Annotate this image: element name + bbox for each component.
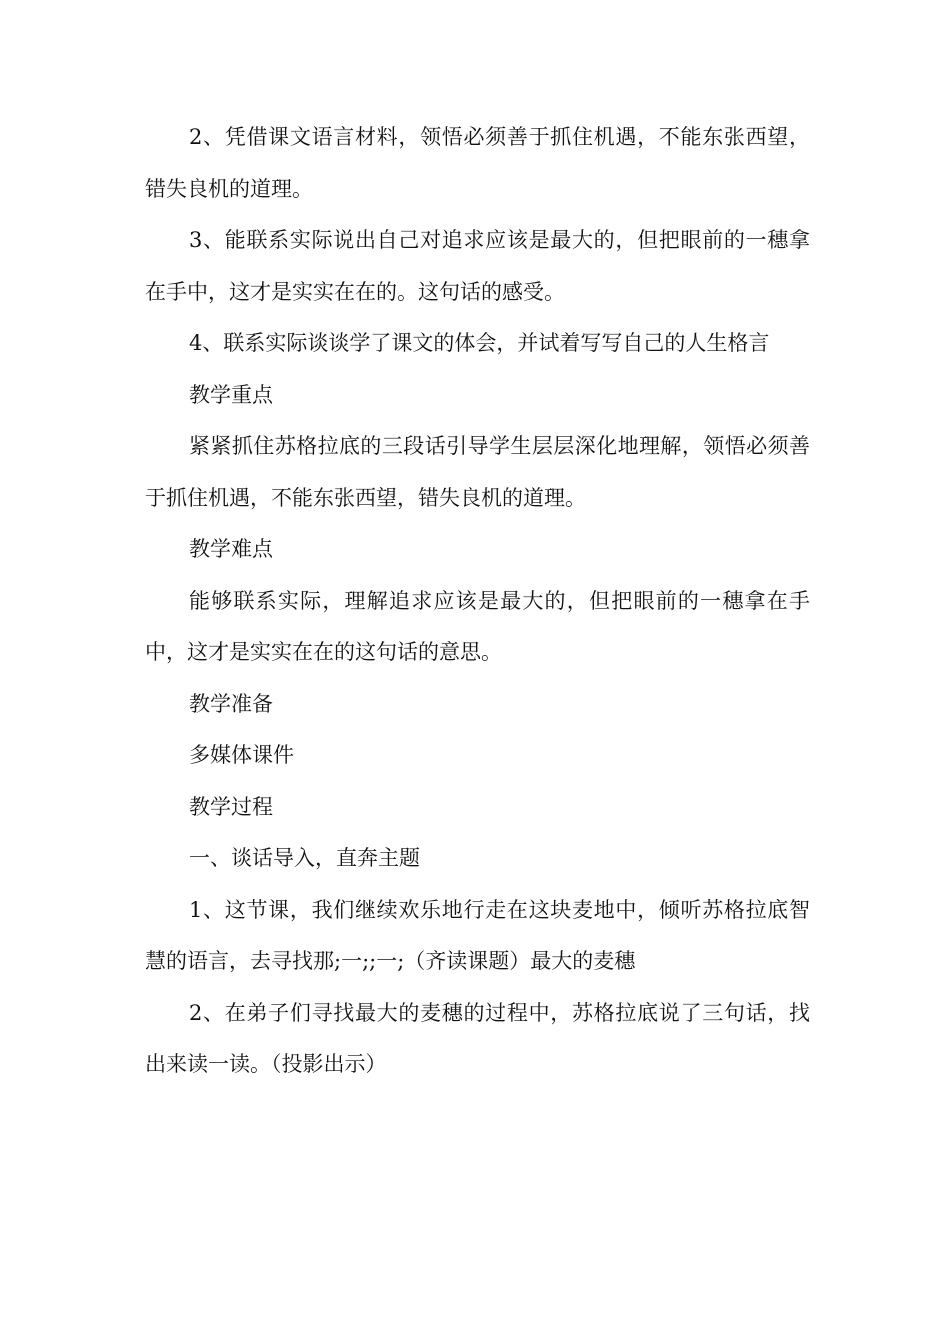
heading-preparation: 教学准备 — [189, 691, 273, 716]
objective-4: 4、联系实际谈谈学了课文的体会，并试着写写自己的人生格言 — [189, 331, 770, 355]
process-step-2: 2、在弟子们寻找最大的麦穗的过程中，苏格拉底说了三句话，找出来读一读。（投影出示） — [145, 1000, 810, 1076]
key-points-text: 紧紧抓住苏格拉底的三段话引导学生层层深化地理解，领悟必须善于抓住机遇，不能东张西望，错失良机的道理。 — [145, 434, 810, 510]
heading-process: 教学过程 — [189, 794, 273, 819]
process-section-1: 一、谈话导入，直奔主题 — [189, 846, 420, 870]
heading-difficulties: 教学难点 — [189, 537, 273, 561]
objective-2: 2、凭借课文语言材料，领悟必须善于抓住机遇，不能东张西望，错失良机的道理。 — [145, 125, 810, 201]
heading-key-points: 教学重点 — [189, 382, 273, 407]
objective-3: 3、能联系实际说出自己对追求应该是最大的，但把眼前的一穗拿在手中，这才是实实在在的。这句话的感受。 — [145, 228, 810, 304]
document-body — [145, 112, 810, 1091]
difficulties-text: 能够联系实际，理解追求应该是最大的，但把眼前的一穗拿在手中，这才是实实在在的这句话的意思。 — [145, 588, 810, 664]
process-step-1: 1、这节课，我们继续欢乐地行走在这块麦地中，倾听苏格拉底智慧的语言，去寻找那;一;;一;（齐读课题）最大的麦穗 — [145, 897, 810, 973]
preparation-text: 多媒体课件 — [189, 743, 294, 767]
